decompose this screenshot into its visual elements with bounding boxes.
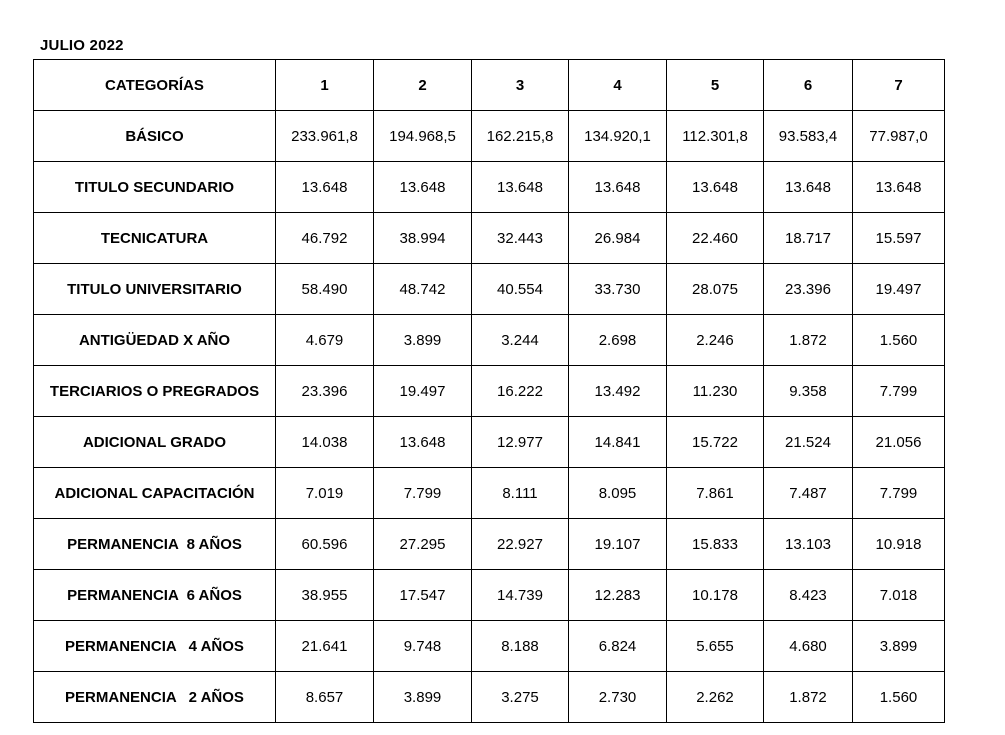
row-category-label: BÁSICO xyxy=(34,111,276,162)
table-cell: 10.918 xyxy=(853,519,945,570)
table-cell: 3.244 xyxy=(472,315,569,366)
table-cell: 11.230 xyxy=(667,366,764,417)
table-row xyxy=(34,468,945,519)
table-row xyxy=(34,621,945,672)
table-cell: 19.107 xyxy=(569,519,667,570)
table-cell: 33.730 xyxy=(569,264,667,315)
table-cell: 3.275 xyxy=(472,672,569,723)
table-row xyxy=(34,264,945,315)
table-cell: 48.742 xyxy=(374,264,472,315)
table-cell: 16.222 xyxy=(472,366,569,417)
table-cell: 17.547 xyxy=(374,570,472,621)
table-cell: 194.968,5 xyxy=(374,111,472,162)
header-col-6: 6 xyxy=(764,60,853,111)
table-cell: 13.492 xyxy=(569,366,667,417)
table-cell: 8.423 xyxy=(764,570,853,621)
table-cell: 7.019 xyxy=(276,468,374,519)
row-category-label: TECNICATURA xyxy=(34,213,276,264)
salary-table xyxy=(33,59,945,723)
row-category-label: ANTIGÜEDAD X AÑO xyxy=(34,315,276,366)
table-cell: 38.955 xyxy=(276,570,374,621)
table-cell: 32.443 xyxy=(472,213,569,264)
table-cell: 12.977 xyxy=(472,417,569,468)
table-cell: 38.994 xyxy=(374,213,472,264)
table-cell: 7.861 xyxy=(667,468,764,519)
table-cell: 46.792 xyxy=(276,213,374,264)
table-cell: 14.739 xyxy=(472,570,569,621)
table-cell: 77.987,0 xyxy=(853,111,945,162)
table-cell: 1.560 xyxy=(853,315,945,366)
table-row xyxy=(34,111,945,162)
table-cell: 13.648 xyxy=(667,162,764,213)
table-cell: 18.717 xyxy=(764,213,853,264)
table-cell: 7.799 xyxy=(853,468,945,519)
table-row xyxy=(34,519,945,570)
header-col-4: 4 xyxy=(569,60,667,111)
table-row xyxy=(34,162,945,213)
table-cell: 2.730 xyxy=(569,672,667,723)
table-cell: 7.487 xyxy=(764,468,853,519)
header-categorias: CATEGORÍAS xyxy=(34,60,276,111)
table-cell: 22.460 xyxy=(667,213,764,264)
table-cell: 13.648 xyxy=(764,162,853,213)
table-cell: 5.655 xyxy=(667,621,764,672)
table-cell: 4.680 xyxy=(764,621,853,672)
table-cell: 8.111 xyxy=(472,468,569,519)
table-cell: 7.018 xyxy=(853,570,945,621)
table-cell: 13.648 xyxy=(472,162,569,213)
table-cell: 8.095 xyxy=(569,468,667,519)
table-cell: 10.178 xyxy=(667,570,764,621)
table-cell: 162.215,8 xyxy=(472,111,569,162)
table-cell: 3.899 xyxy=(374,672,472,723)
table-cell: 12.283 xyxy=(569,570,667,621)
row-category-label: TITULO SECUNDARIO xyxy=(34,162,276,213)
table-cell: 28.075 xyxy=(667,264,764,315)
header-row xyxy=(34,60,945,111)
table-cell: 40.554 xyxy=(472,264,569,315)
header-col-2: 2 xyxy=(374,60,472,111)
table-cell: 58.490 xyxy=(276,264,374,315)
table-cell: 2.246 xyxy=(667,315,764,366)
table-cell: 19.497 xyxy=(853,264,945,315)
header-col-5: 5 xyxy=(667,60,764,111)
table-cell: 2.698 xyxy=(569,315,667,366)
table-cell: 13.103 xyxy=(764,519,853,570)
table-cell: 23.396 xyxy=(276,366,374,417)
table-row xyxy=(34,315,945,366)
table-cell: 112.301,8 xyxy=(667,111,764,162)
row-category-label: PERMANENCIA 4 AÑOS xyxy=(34,621,276,672)
table-cell: 13.648 xyxy=(276,162,374,213)
table-cell: 15.597 xyxy=(853,213,945,264)
table-cell: 8.188 xyxy=(472,621,569,672)
table-cell: 13.648 xyxy=(374,417,472,468)
table-cell: 9.748 xyxy=(374,621,472,672)
row-category-label: TERCIARIOS O PREGRADOS xyxy=(34,366,276,417)
table-cell: 13.648 xyxy=(853,162,945,213)
page-title: JULIO 2022 xyxy=(40,37,124,54)
table-cell: 15.722 xyxy=(667,417,764,468)
table-cell: 7.799 xyxy=(374,468,472,519)
header-col-7: 7 xyxy=(853,60,945,111)
table-cell: 14.038 xyxy=(276,417,374,468)
row-category-label: PERMANENCIA 2 AÑOS xyxy=(34,672,276,723)
table-cell: 22.927 xyxy=(472,519,569,570)
table-cell: 19.497 xyxy=(374,366,472,417)
table-row xyxy=(34,417,945,468)
table-row xyxy=(34,213,945,264)
table-cell: 27.295 xyxy=(374,519,472,570)
table-row xyxy=(34,672,945,723)
table-cell: 1.872 xyxy=(764,315,853,366)
table-cell: 8.657 xyxy=(276,672,374,723)
table-cell: 3.899 xyxy=(853,621,945,672)
table-row xyxy=(34,366,945,417)
header-col-3: 3 xyxy=(472,60,569,111)
table-cell: 9.358 xyxy=(764,366,853,417)
table-cell: 93.583,4 xyxy=(764,111,853,162)
row-category-label: PERMANENCIA 6 AÑOS xyxy=(34,570,276,621)
table-cell: 21.524 xyxy=(764,417,853,468)
table-cell: 21.056 xyxy=(853,417,945,468)
row-category-label: PERMANENCIA 8 AÑOS xyxy=(34,519,276,570)
table-cell: 1.560 xyxy=(853,672,945,723)
table-cell: 60.596 xyxy=(276,519,374,570)
row-category-label: ADICIONAL CAPACITACIÓN xyxy=(34,468,276,519)
header-col-1: 1 xyxy=(276,60,374,111)
row-category-label: ADICIONAL GRADO xyxy=(34,417,276,468)
table-cell: 3.899 xyxy=(374,315,472,366)
table-cell: 7.799 xyxy=(853,366,945,417)
row-category-label: TITULO UNIVERSITARIO xyxy=(34,264,276,315)
table-cell: 4.679 xyxy=(276,315,374,366)
table-cell: 134.920,1 xyxy=(569,111,667,162)
table-cell: 26.984 xyxy=(569,213,667,264)
table-cell: 6.824 xyxy=(569,621,667,672)
table-cell: 15.833 xyxy=(667,519,764,570)
table-cell: 1.872 xyxy=(764,672,853,723)
table-cell: 13.648 xyxy=(374,162,472,213)
table-cell: 14.841 xyxy=(569,417,667,468)
table-cell: 13.648 xyxy=(569,162,667,213)
table-row xyxy=(34,570,945,621)
table-body xyxy=(34,111,945,723)
table-cell: 21.641 xyxy=(276,621,374,672)
table-cell: 233.961,8 xyxy=(276,111,374,162)
table-cell: 2.262 xyxy=(667,672,764,723)
table-cell: 23.396 xyxy=(764,264,853,315)
